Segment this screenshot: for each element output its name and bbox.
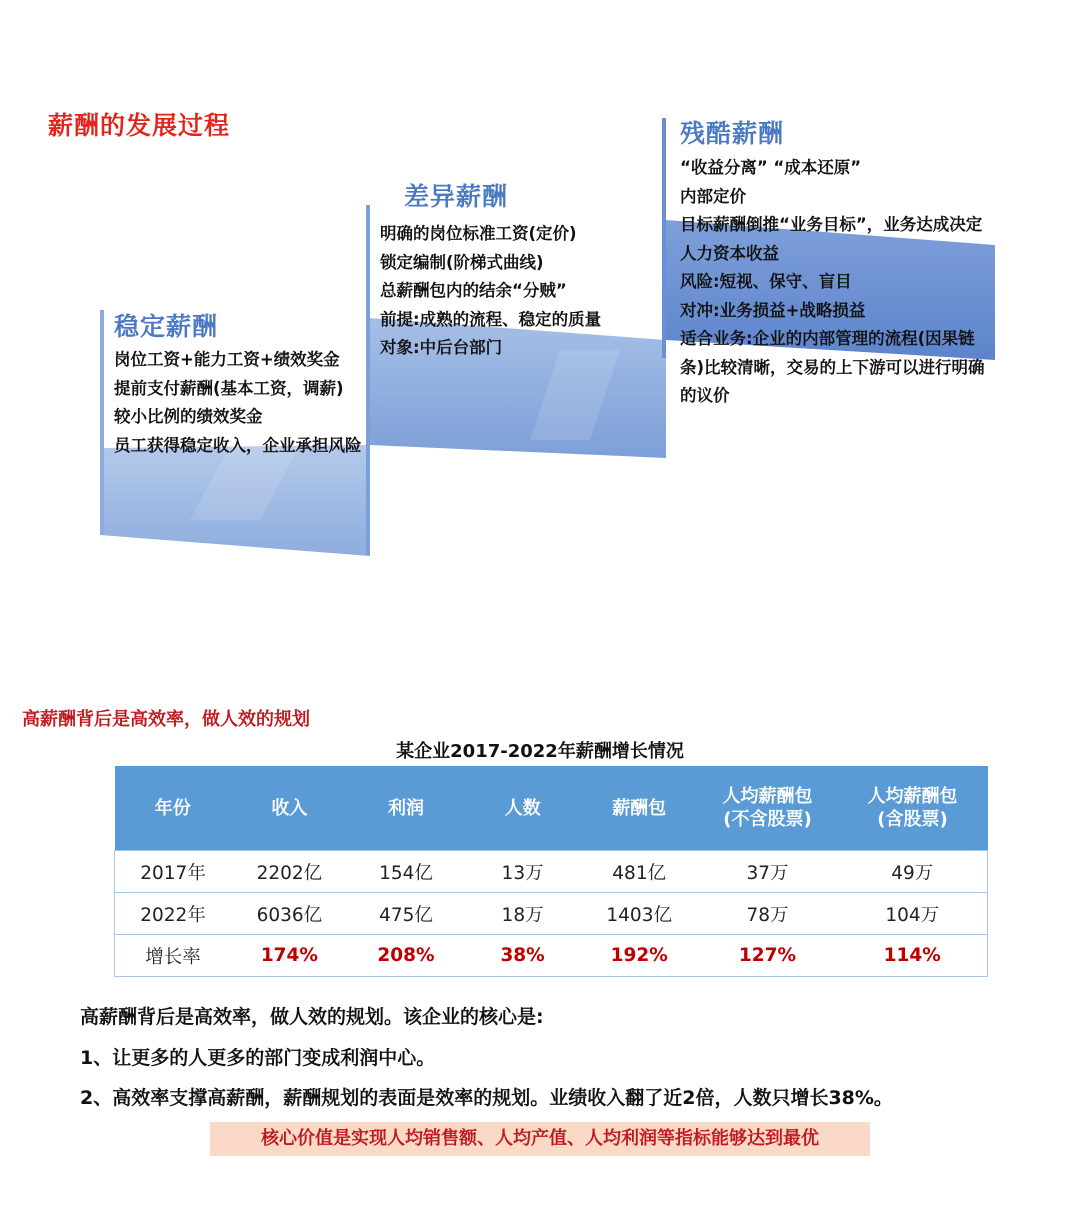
growth-rate-cell: 208%: [348, 935, 465, 977]
growth-rate-cell: 192%: [581, 935, 698, 977]
growth-rate-cell: 127%: [698, 935, 838, 977]
col-header-revenue: 收入: [231, 766, 348, 851]
table-cell: 增长率: [115, 935, 232, 977]
riser-3: [662, 118, 666, 358]
growth-rate-cell: 114%: [838, 935, 988, 977]
stage-1-body: [114, 346, 374, 460]
table-cell: 2022年: [115, 893, 232, 935]
stage-1-title: 稳定薪酬: [114, 312, 219, 341]
growth-rate-cell: 174%: [231, 935, 348, 977]
stage-2-line: 明确的岗位标准工资(定价): [380, 224, 577, 243]
table-cell: 13万: [464, 851, 581, 893]
riser-1: [100, 310, 104, 535]
table-cell: 6036亿: [231, 893, 348, 935]
table-cell: 78万: [698, 893, 838, 935]
summary-line-1: 高薪酬背后是高效率，做人效的规划。该企业的核心是:: [80, 1006, 544, 1028]
col-header-payroll: 薪酬包: [581, 766, 698, 851]
table-row: [115, 851, 988, 893]
stage-2-line: 对象:中后台部门: [380, 338, 503, 357]
col-header-profit: 利润: [348, 766, 465, 851]
section-title: 高薪酬背后是高效率，做人效的规划: [22, 709, 310, 730]
table-cell: 475亿: [348, 893, 465, 935]
summary-line-3: 2、高效率支撑高薪酬，薪酬规划的表面是效率的规划。业绩收入翻了近2倍，人数只增长38%。: [80, 1087, 893, 1109]
stage-2-body: [380, 220, 660, 363]
table-row-growth: [115, 935, 988, 977]
col-header-per-capita-no-stock: 人均薪酬包 (不含股票): [698, 766, 838, 851]
table-cell: 481亿: [581, 851, 698, 893]
col-header-headcount: 人数: [464, 766, 581, 851]
table-cell: 104万: [838, 893, 988, 935]
page-title: 薪酬的发展过程: [48, 111, 231, 140]
table-cell: 49万: [838, 851, 988, 893]
table-cell: 37万: [698, 851, 838, 893]
stage-1-line: 岗位工资+能力工资+绩效奖金: [114, 350, 340, 369]
stage-3-body: [680, 154, 996, 411]
stage-1-line: 较小比例的绩效奖金: [114, 407, 263, 426]
core-value-highlight: 核心价值是实现人均销售额、人均产值、人均利润等指标能够达到最优: [210, 1122, 870, 1156]
table-cell: 2202亿: [231, 851, 348, 893]
stage-2-line: 前提:成熟的流程、稳定的质量: [380, 309, 602, 329]
stage-3-line: 适合业务:企业的内部管理的流程(因果链条)比较清晰，交易的上下游可以进行明确的议价: [680, 329, 985, 405]
stage-2-line: 锁定编制(阶梯式曲线): [380, 252, 544, 272]
table-cell: 154亿: [348, 851, 465, 893]
stage-1-line: 员工获得稳定收入，企业承担风险: [114, 435, 362, 455]
table-cell: 1403亿: [581, 893, 698, 935]
growth-rate-cell: 38%: [464, 935, 581, 977]
stage-3-line: 风险:短视、保守、盲目: [680, 272, 852, 291]
salary-growth-table: [114, 766, 988, 977]
table-row: [115, 893, 988, 935]
stage-3-line: 对冲:业务损益+战略损益: [680, 300, 866, 320]
col-header-year: 年份: [115, 766, 232, 851]
table-header-row: [115, 766, 988, 851]
table-cell: 2017年: [115, 851, 232, 893]
table-cell: 18万: [464, 893, 581, 935]
stage-3-title: 残酷薪酬: [680, 119, 785, 148]
stage-2-line: 总薪酬包内的结余“分贼”: [380, 281, 567, 300]
stage-3-line: 内部定价: [680, 186, 746, 206]
table-title: 某企业2017-2022年薪酬增长情况: [396, 741, 684, 762]
stage-1-line: 提前支付薪酬(基本工资，调薪): [114, 378, 344, 398]
stage-2-title: 差异薪酬: [404, 182, 509, 211]
stage-3-line: “收益分离” “成本还原”: [680, 158, 862, 177]
summary-line-2: 1、让更多的人更多的部门变成利润中心。: [80, 1047, 436, 1069]
stage-3-line: 目标薪酬倒推“业务目标”，业务达成决定人力资本收益: [680, 215, 983, 263]
col-header-per-capita-with-stock: 人均薪酬包 (含股票): [838, 766, 988, 851]
